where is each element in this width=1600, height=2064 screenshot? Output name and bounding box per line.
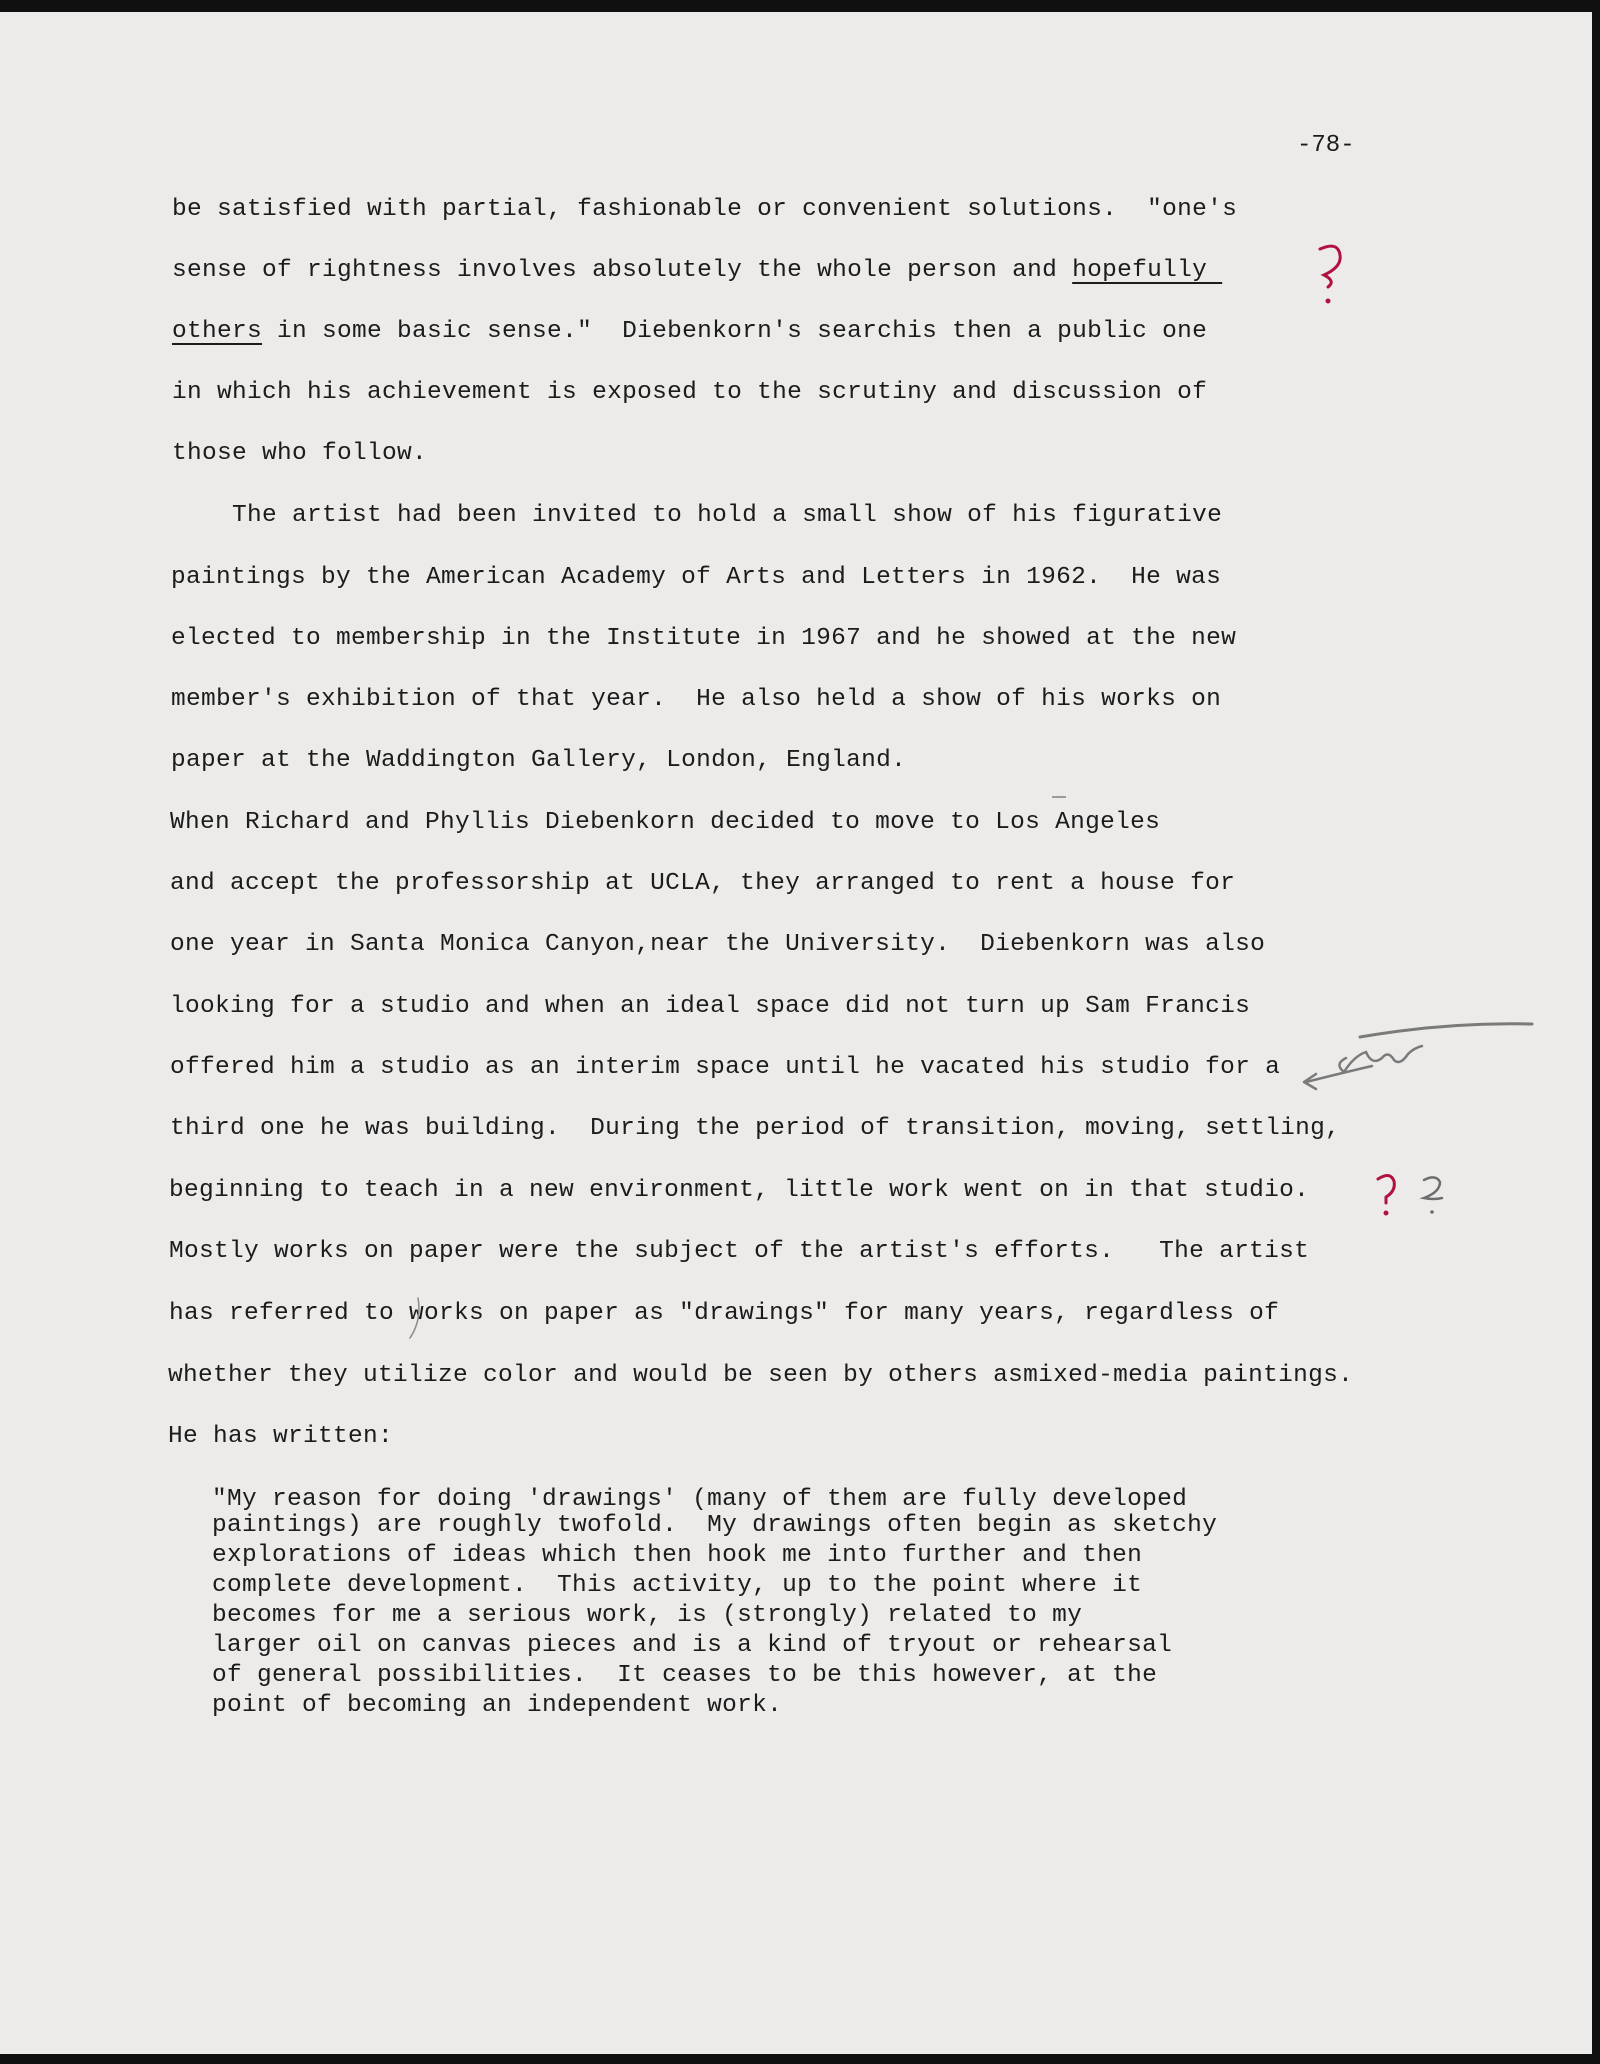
- text-line: one year in Santa Monica Canyon,near the University. Diebenkorn was also: [170, 931, 1266, 958]
- text-line: paper at the Waddington Gallery, London, England.: [171, 747, 907, 774]
- handwritten-question-mark-red: [1300, 237, 1360, 312]
- text-line: [172, 318, 1207, 345]
- text-line: those who follow.: [172, 440, 428, 467]
- text-line: has referred to works on paper as "drawings" for many years, regardless of: [169, 1300, 1280, 1327]
- text-line: third one he was building. During the period of transition, moving, settling,: [170, 1115, 1341, 1142]
- text-line: be satisfied with partial, fashionable or convenient solutions. "one's: [172, 196, 1238, 223]
- document-page: [0, 12, 1592, 2054]
- paper-speck: [1050, 792, 1070, 802]
- handwritten-insertion-arrow: [1296, 1012, 1546, 1112]
- quote-line: of general possibilities. It ceases to be this however, at the: [212, 1662, 1158, 1689]
- handwritten-question-mark-red: [1368, 1167, 1408, 1222]
- text-line: The artist had been invited to hold a small show of his figurative: [172, 502, 1223, 529]
- page-number: -78-: [1297, 132, 1355, 159]
- quote-line: "My reason for doing 'drawings' (many of them are fully developed: [212, 1486, 1188, 1513]
- quote-line: larger oil on canvas pieces and is a kind of tryout or rehearsal: [212, 1632, 1173, 1659]
- text-line: beginning to teach in a new environment, little work went on in that studio.: [169, 1177, 1310, 1204]
- quote-line: paintings) are roughly twofold. My drawings often begin as sketchy: [212, 1512, 1218, 1539]
- text-line: offered him a studio as an interim space until he vacated his studio for a: [170, 1054, 1281, 1081]
- quote-line: explorations of ideas which then hook me into further and then: [212, 1542, 1143, 1569]
- text-line: paintings by the American Academy of Arts and Letters in 1962. He was: [171, 564, 1222, 591]
- text-span: sense of rightness involves absolutely the whole person and: [172, 257, 1073, 284]
- text-line: elected to membership in the Institute in 1967 and he showed at the new: [171, 625, 1237, 652]
- text-line: and accept the professorship at UCLA, they arranged to rent a house for: [170, 870, 1236, 897]
- quote-line: point of becoming an independent work.: [212, 1692, 783, 1719]
- handwritten-question-mark-gray: [1414, 1170, 1454, 1225]
- underlined-text: hopefully: [1072, 257, 1223, 284]
- text-line: [172, 257, 1222, 284]
- underlined-text: others: [172, 318, 263, 345]
- quote-line: becomes for me a serious work, is (strongly) related to my: [212, 1602, 1083, 1629]
- text-line: When Richard and Phyllis Diebenkorn decided to move to Los Angeles: [170, 809, 1161, 836]
- quote-line: complete development. This activity, up to the point where it: [212, 1572, 1143, 1599]
- text-line: in which his achievement is exposed to the scrutiny and discussion of: [172, 379, 1208, 406]
- text-line: looking for a studio and when an ideal space did not turn up Sam Francis: [170, 993, 1251, 1020]
- text-line: whether they utilize color and would be seen by others asmixed-media paintings.: [168, 1362, 1354, 1389]
- text-line: member's exhibition of that year. He also held a show of his works on: [171, 686, 1222, 713]
- text-line: He has written:: [168, 1423, 394, 1450]
- text-line: Mostly works on paper were the subject of the artist's efforts. The artist: [169, 1238, 1310, 1265]
- text-span: in some basic sense." Diebenkorn's searchis then a public one: [262, 318, 1208, 345]
